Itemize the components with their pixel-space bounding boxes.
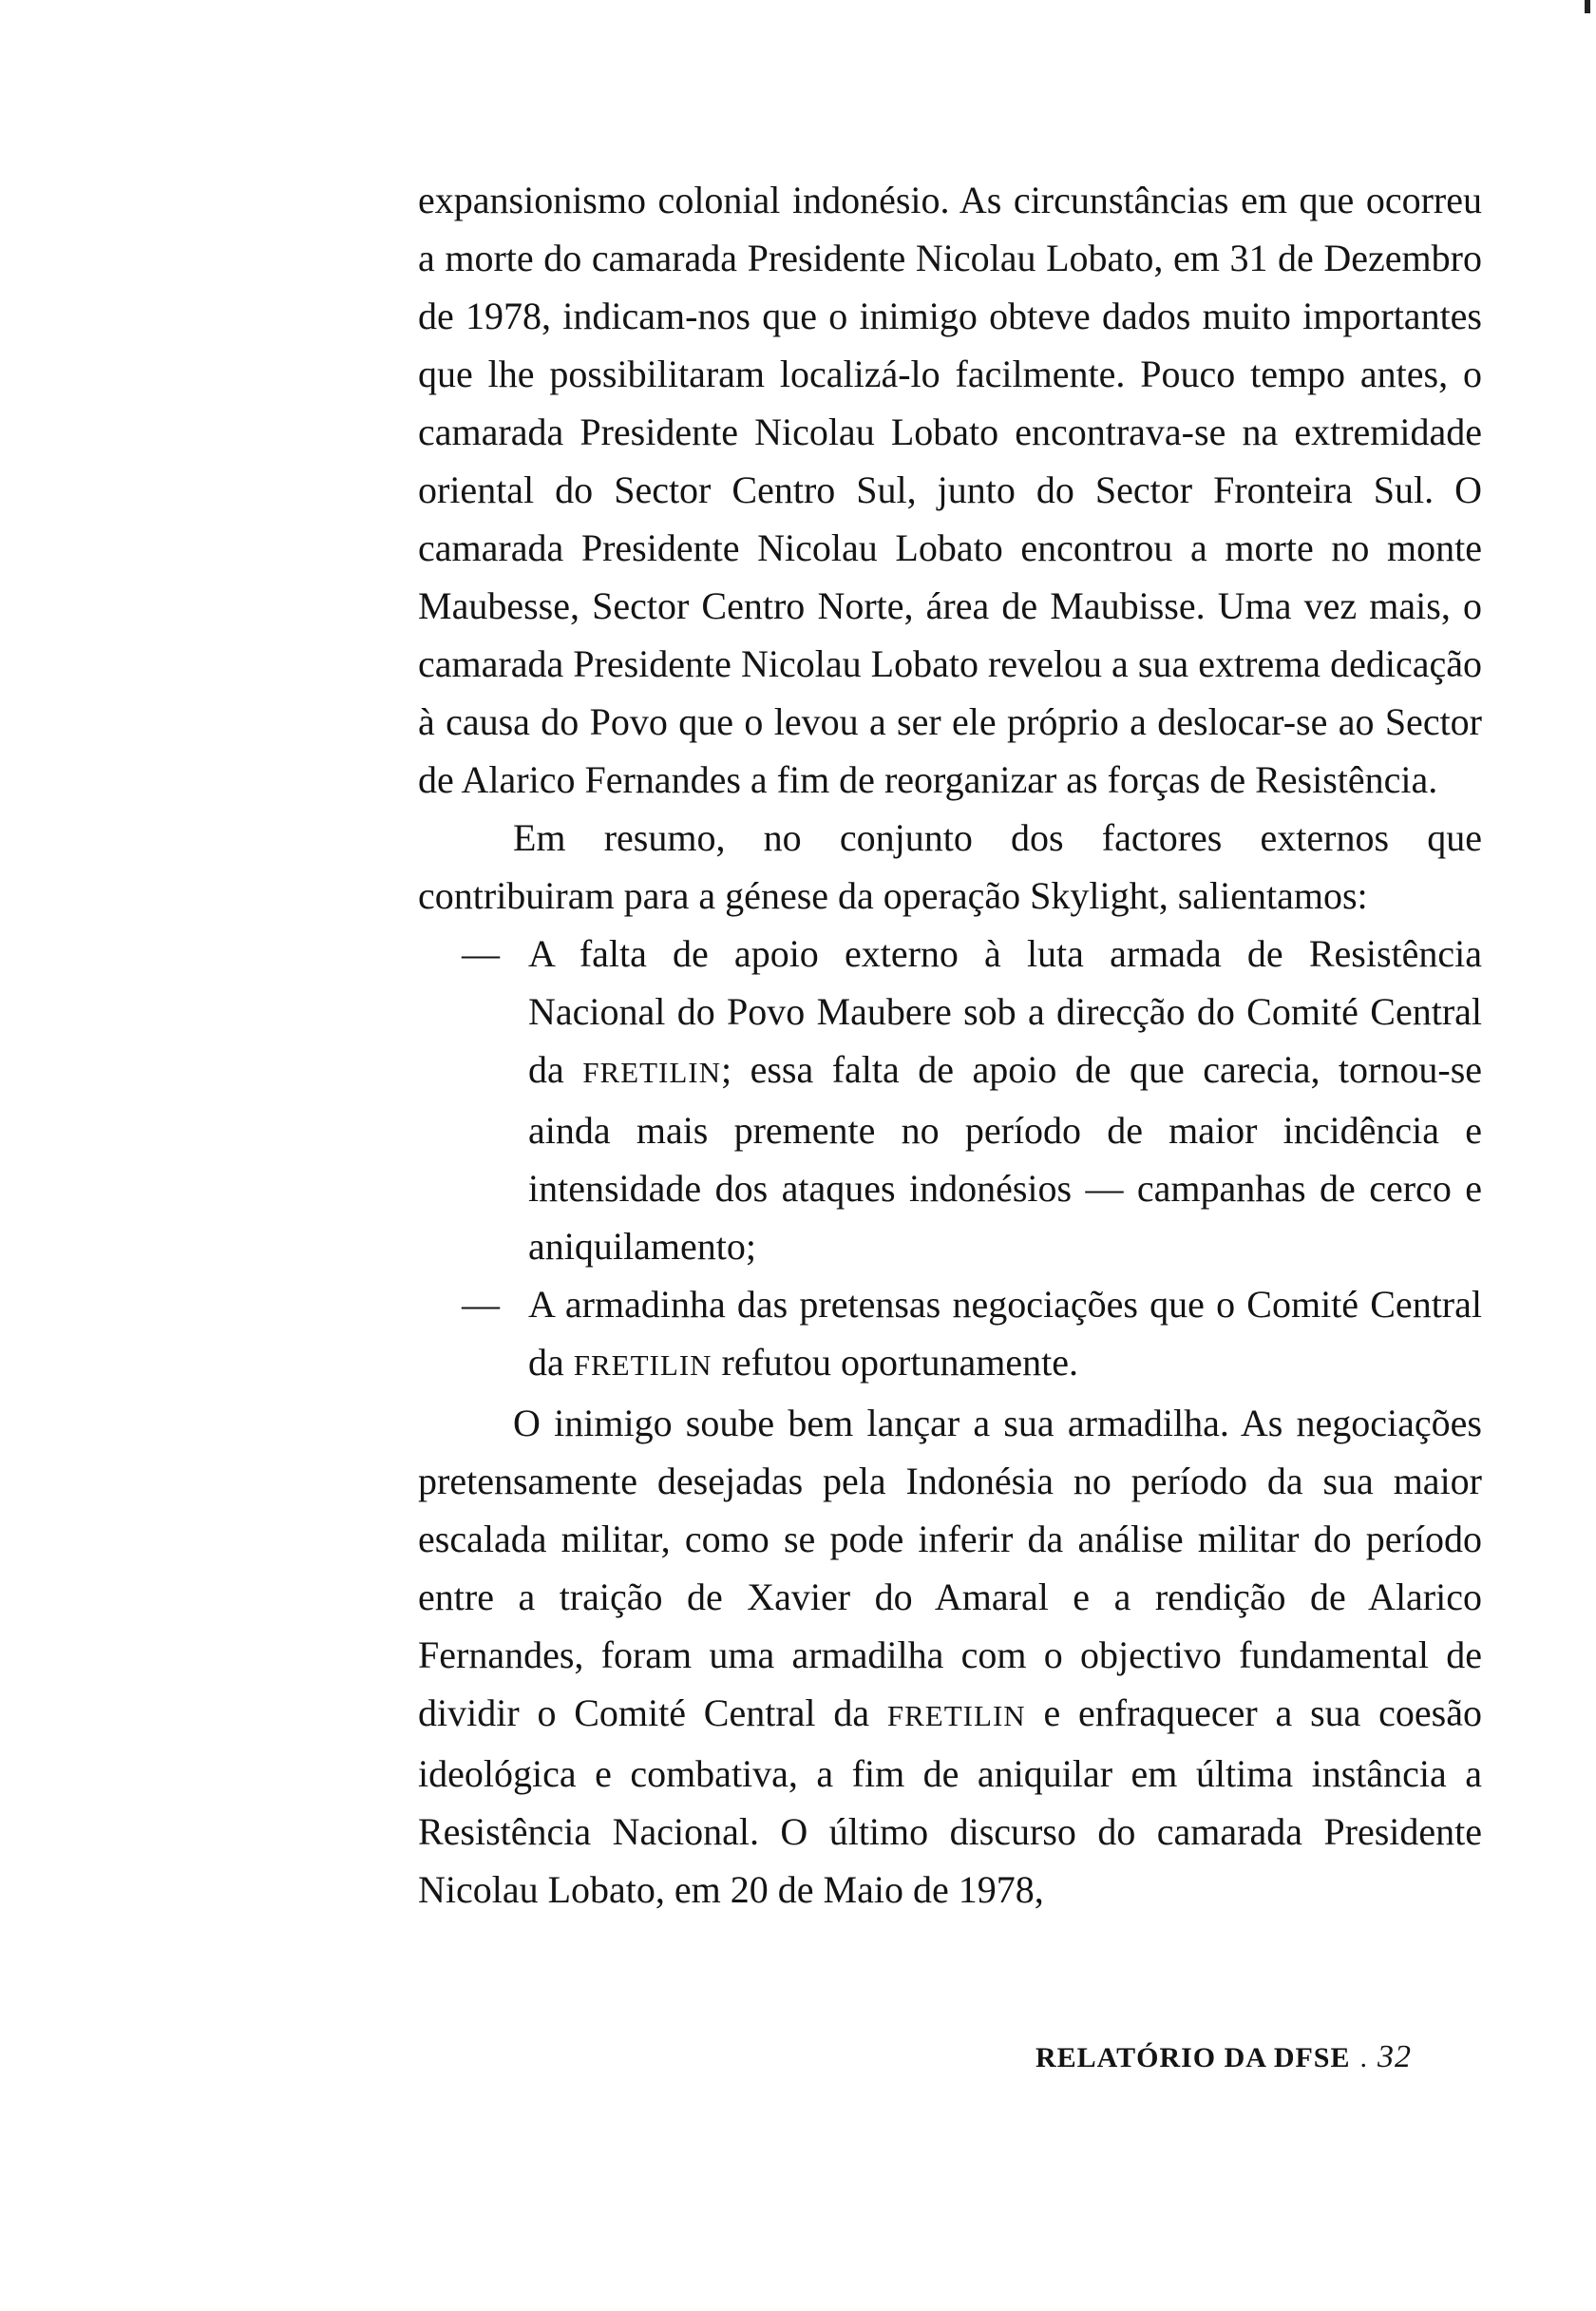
scan-mark	[1585, 0, 1590, 13]
footer-separator: .	[1359, 2042, 1369, 2073]
paragraph-3	[418, 1394, 1482, 1919]
paragraph-2: Em resumo, no conjunto dos factores externos que contribuiram para a génese da operação Skylight, salientamos:	[418, 816, 1482, 917]
paragraph-1: expansionismo colonial indonésio. As circunstâncias em que ocorreu a morte do camarada Presidente Nicolau Lobato, em 31 de Dezembro de 1978, indicam-nos que o inimigo obteve dados muito importantes que lhe possibilitaram localizá-lo facilmente. Pouco tempo antes, o camarada Presidente Nicolau Lobato encontrava-se na extremidade oriental do Sector Centro Sul, junto do Sector Fronteira Sul. O camarada Presidente Nicolau Lobato encontrou a morte no monte Maubesse, Sector Centro Norte, área de Maubisse. Uma vez mais, o camarada Presidente Nicolau Lobato revelou a sua extrema dedicação à causa do Povo que o levou a ser ele próprio a deslocar-se ao Sector de Alarico Fernandes a fim de reorganizar as forças de Resistência.	[418, 179, 1482, 801]
body-text	[418, 171, 1482, 1919]
paragraph-3-fretilin: FRETILIN	[886, 1699, 1026, 1732]
list-item-2-text-b: refutou oportunamente.	[712, 1341, 1078, 1384]
list-item-1-text-a: A falta de apoio externo à luta armada de Resistência Nacional do Povo Maubere sob a direcção do Comité Central da	[528, 932, 1482, 1091]
list-item-1-fretilin: FRETILIN	[582, 1056, 722, 1089]
list-item-2-fretilin: FRETILIN	[573, 1348, 712, 1382]
page-footer	[1036, 2039, 1412, 2075]
footer-label: RELATÓRIO DA DFSE	[1036, 2042, 1351, 2073]
list-item	[418, 925, 1482, 1275]
list-item-2-text-a: A armadinha das pretensas negociações que o Comité Central da	[528, 1283, 1482, 1384]
list-item-1-text-b: ; essa falta de apoio de que carecia, tornou-se ainda mais premente no período de maior incidência e intensidade dos ataques indonésios — campanhas de cerco e aniquilamento;	[528, 1048, 1483, 1268]
paragraph-3-text-b: e enfraquecer a sua coesão ideológica e combativa, a fim de aniquilar em última instância a Resistência Nacional. O último discurso do camarada Presidente Nicolau Lobato, em 20 de Maio de 1978,	[418, 1691, 1483, 1911]
list-dash: —	[462, 932, 500, 975]
page-number: 32	[1378, 2039, 1413, 2074]
paragraph-3-text-a: O inimigo soube bem lançar a sua armadilha. As negociações pretensamente desejadas pela Indonésia no período da sua maior escalada militar, como se pode inferir da análise militar do período entre a traição de Xavier do Amaral e a rendição de Alarico Fernandes, foram uma armadilha com o objectivo fundamental de dividir o Comité Central da	[418, 1402, 1482, 1734]
list-dash: —	[462, 1283, 500, 1326]
list-item	[418, 1275, 1482, 1394]
